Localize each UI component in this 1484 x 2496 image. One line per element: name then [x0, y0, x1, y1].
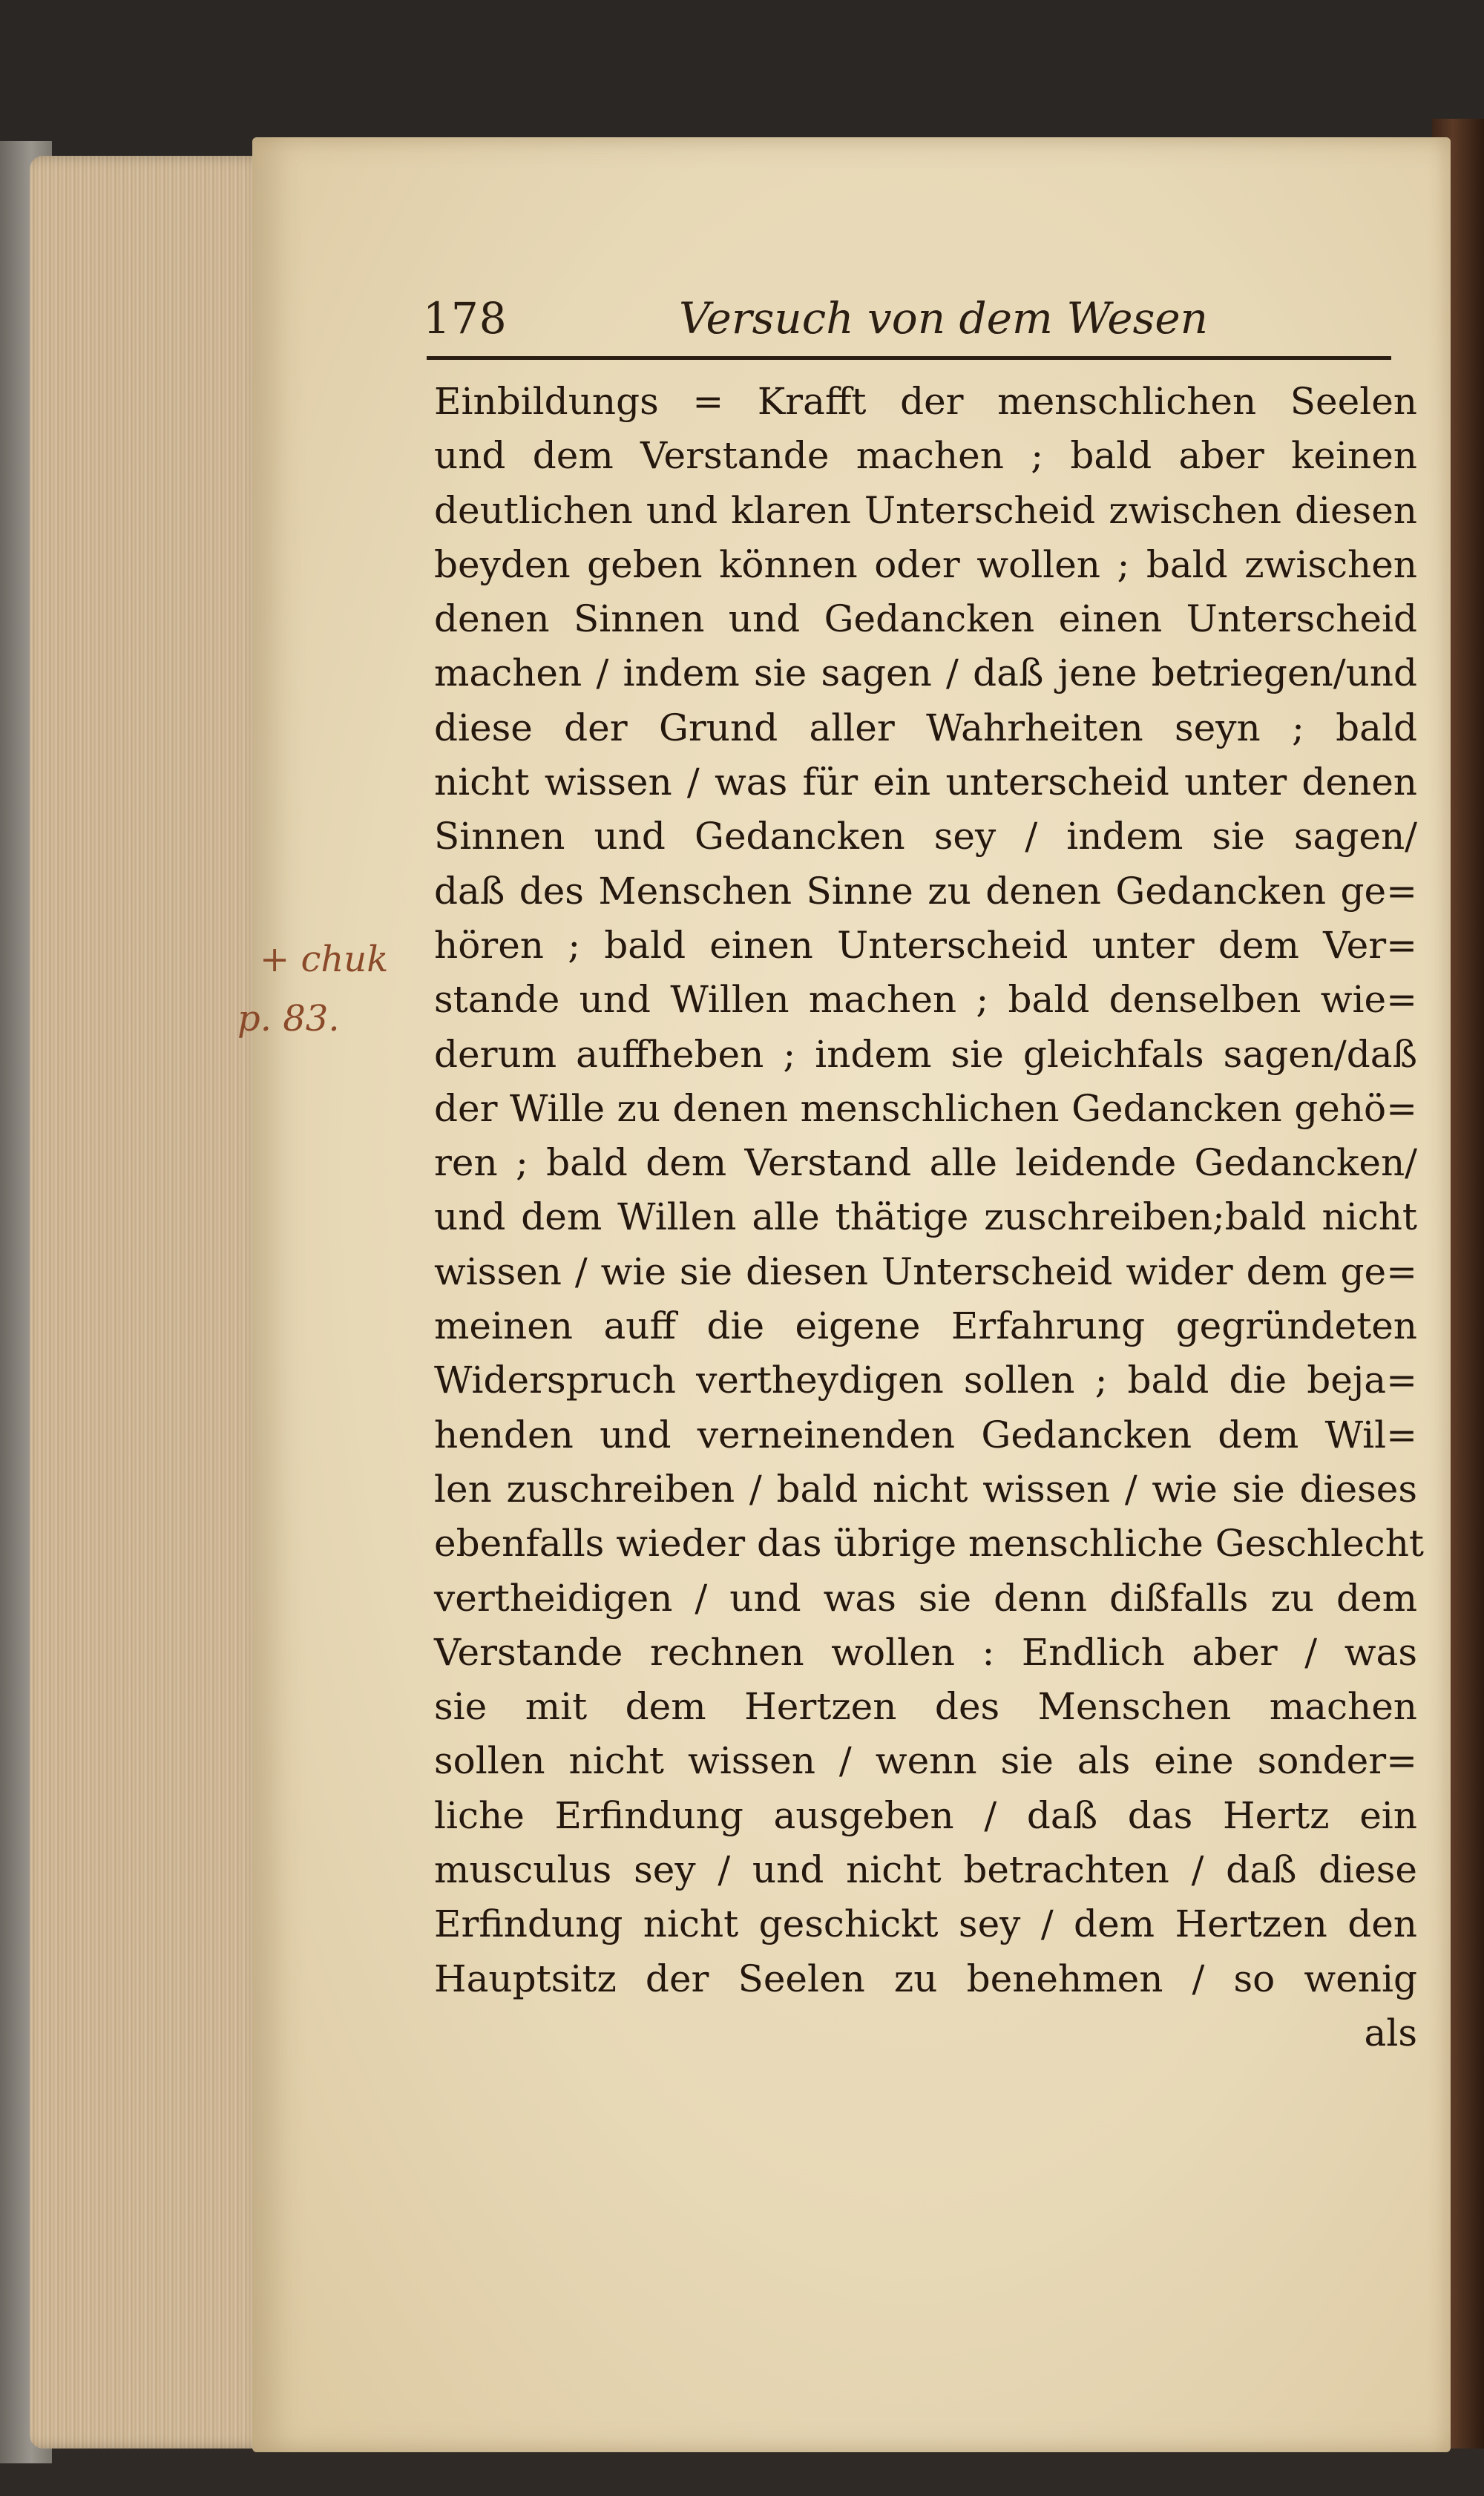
text-line: Widerspruch vertheydigen sollen ; bald die beja=: [434, 1359, 1417, 1402]
text-line: henden und verneinenden Gedancken dem Wil=: [434, 1413, 1417, 1456]
text-line: Sinnen und Gedancken sey / indem sie sagen/: [434, 815, 1417, 858]
text-line: Verstande rechnen wollen : Endlich aber / was: [434, 1630, 1417, 1674]
text-line: Einbildungs = Krafft der menschlichen Seelen: [434, 380, 1417, 423]
text-line: vertheidigen / und was sie denn dißfalls zu dem: [434, 1576, 1417, 1620]
text-line: derum auffheben ; indem sie gleichfals sagen/daß: [434, 1032, 1417, 1076]
text-line: meinen auff die eigene Erfahrung gegründeten: [434, 1304, 1417, 1348]
text-line: machen / indem sie sagen / daß jene betriegen/und: [434, 651, 1417, 695]
text-line: und dem Verstande machen ; bald aber keinen: [434, 434, 1417, 478]
text-line: musculus sey / und nicht betrachten / daß diese: [434, 1848, 1417, 1892]
text-line: hören ; bald einen Unterscheid unter dem Ver=: [434, 923, 1417, 967]
text-line: diese der Grund aller Wahrheiten seyn ; bald: [434, 706, 1417, 749]
header-rule: [427, 356, 1391, 360]
text-line: stande und Willen machen ; bald denselben wie=: [434, 978, 1417, 1022]
page-number: 178: [423, 293, 508, 344]
text-line: denen Sinnen und Gedancken einen Unterscheid: [434, 597, 1417, 641]
text-line: beyden geben können oder wollen ; bald zwischen: [434, 542, 1417, 586]
text-line: der Wille zu denen menschlichen Gedancken gehö=: [434, 1086, 1417, 1130]
text-line: ren ; bald dem Verstand alle leidende Gedancken/: [434, 1141, 1417, 1185]
catchword: als: [1364, 2011, 1417, 2055]
page-fore-edge: [30, 156, 267, 2449]
text-line: nicht wissen / was für ein unterscheid unter denen: [434, 761, 1417, 804]
running-title: Versuch von dem Wesen: [679, 293, 1209, 344]
text-line: Erfindung nicht geschickt sey / dem Hertzen den: [434, 1902, 1417, 1946]
text-line: len zuschreiben / bald nicht wissen / wie sie dieses: [434, 1467, 1417, 1511]
text-line: deutlichen und klaren Unterscheid zwischen diesen: [434, 488, 1417, 532]
body-text: [434, 375, 1424, 2060]
text-line: Hauptsitz der Seelen zu benehmen / so wenig: [434, 1957, 1417, 2000]
text-line: und dem Willen alle thätige zuschreiben;bald nicht: [434, 1195, 1417, 1239]
text-line: daß des Menschen Sinne zu denen Gedancken ge=: [434, 869, 1417, 913]
text-line: liche Erfindung ausgeben / daß das Hertz ein: [434, 1793, 1417, 1837]
text-line: ebenfalls wieder das übrige menschliche Geschlecht: [434, 1522, 1424, 1566]
text-line: sie mit dem Hertzen des Menschen machen: [434, 1685, 1417, 1729]
page-header: [423, 293, 1388, 352]
margin-note: p. 83.: [237, 998, 340, 1040]
text-line: wissen / wie sie diesen Unterscheid wider dem ge=: [434, 1249, 1417, 1293]
margin-note: + chuk: [260, 939, 389, 980]
text-line: sollen nicht wissen / wenn sie als eine sonder=: [434, 1739, 1417, 1783]
